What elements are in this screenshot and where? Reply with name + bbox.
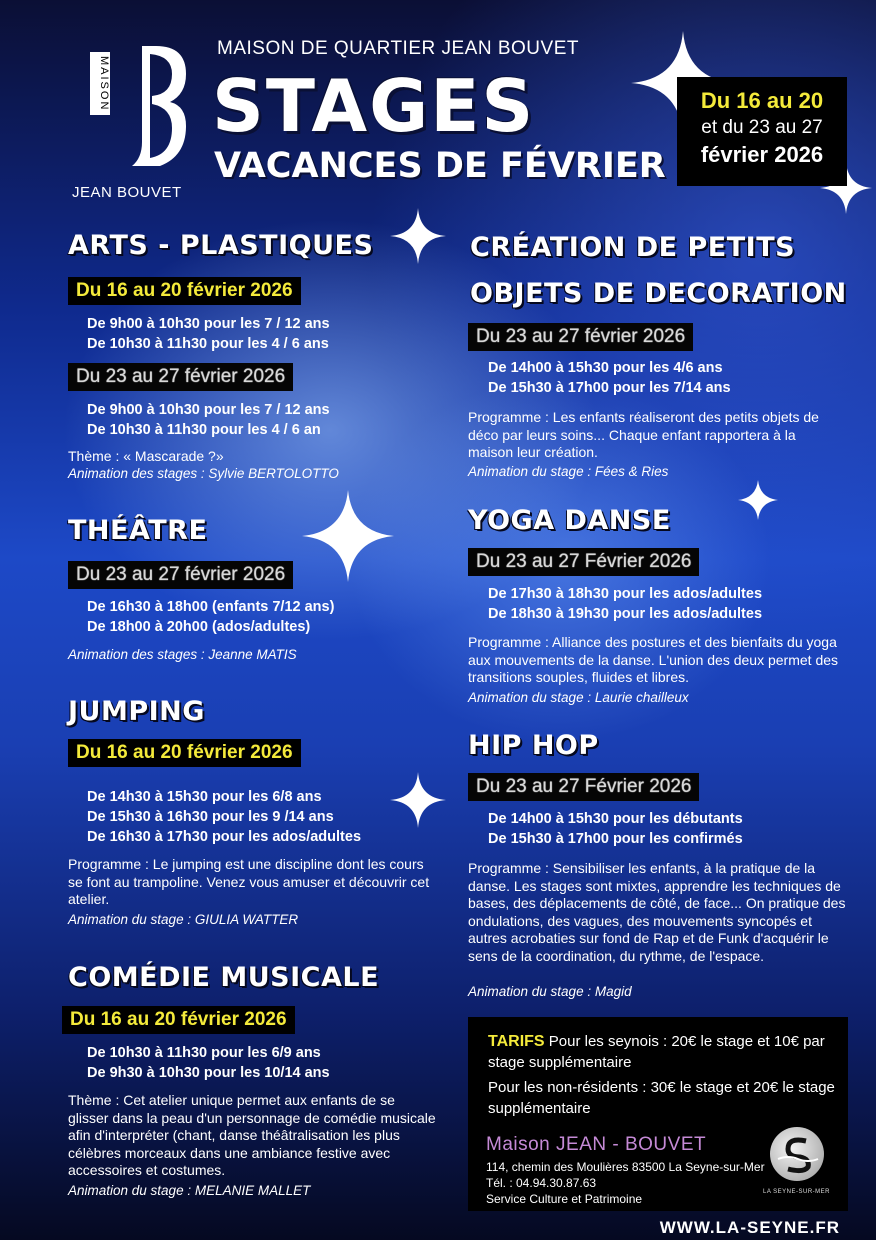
section-title-hiphop: HIP HOP [468, 730, 599, 761]
arts-schedule-1 [87, 314, 330, 354]
creation-schedule [488, 358, 731, 398]
schedule-line: De 14h30 à 15h30 pour les 6/8 ans [87, 789, 322, 805]
seal-s-icon [770, 1127, 824, 1181]
schedule-line: De 10h30 à 11h30 pour les 6/9 ans [87, 1045, 321, 1061]
hiphop-date: Du 23 au 27 Février 2026 [468, 773, 699, 801]
schedule-line: De 9h00 à 10h30 pour les 7 / 12 ans [87, 402, 330, 418]
maison-contact [486, 1159, 765, 1207]
sparkle-star-icon [388, 770, 448, 830]
maison-logo [80, 46, 190, 174]
jumping-schedule [87, 787, 361, 847]
section-title-creation-1: CRÉATION DE PETITS [470, 232, 796, 263]
creation-date: Du 23 au 27 février 2026 [468, 323, 693, 351]
maison-service: Service Culture et Patrimoine [486, 1192, 643, 1206]
logo-vertical-text: MAISON [90, 52, 110, 115]
maison-name: Maison JEAN - BOUVET [486, 1134, 707, 1155]
jumping-animation: Animation du stage : GIULIA WATTER [68, 912, 299, 927]
header-date-line1: Du 16 au 20 [700, 88, 824, 113]
jumping-programme: Programme : Le jumping est une discipline dont les cours se font au trampoline. Venez vous amuser et découvrir cet atelier. [68, 856, 430, 907]
comedie-theme: Thème : Cet atelier unique permet aux enfants de se glisser dans la peau d'un personnage de comédie musicale afin d'interpréter (chant, danse théâtralisation les plus célèbres morceaux dans une ambiance festive avec accessoires et costumes. [68, 1092, 436, 1178]
comedie-animation: Animation du stage : MELANIE MALLET [68, 1183, 311, 1198]
yoga-date: Du 23 au 27 Février 2026 [468, 548, 699, 576]
yoga-schedule [488, 584, 762, 624]
arts-date-1: Du 16 au 20 février 2026 [68, 277, 301, 305]
theatre-animation: Animation des stages : Jeanne MATIS [68, 647, 297, 662]
schedule-line: De 18h00 à 20h00 (ados/adultes) [87, 619, 311, 635]
section-title-theatre: THÉÂTRE [68, 515, 208, 546]
logo-j-mark [120, 46, 190, 170]
theatre-date: Du 23 au 27 février 2026 [68, 561, 293, 589]
section-title-yoga: YOGA DANSE [468, 505, 671, 536]
schedule-line: De 15h30 à 17h00 pour les confirmés [488, 831, 743, 847]
hiphop-animation: Animation du stage : Magid [468, 984, 632, 999]
schedule-line: De 9h30 à 10h30 pour les 10/14 ans [87, 1065, 330, 1081]
theatre-schedule [87, 597, 334, 637]
hiphop-schedule [488, 809, 743, 849]
city-seal-logo [770, 1127, 824, 1181]
header-dates [677, 77, 847, 186]
creation-programme: Programme : Les enfants réaliseront des petits objets de déco par leurs soins... Chaque enfant rapportera à la maison leur création. [468, 409, 819, 460]
creation-animation: Animation du stage : Fées & Ries [468, 464, 669, 479]
hiphop-programme: Programme : Sensibiliser les enfants, à la pratique de la danse. Les stages sont mixtes, apprendre les techniques de bases, des déplacements de côté, de face... On pratique des ondulations, des vagues, des mouvements syncopés et autres acrobaties sur fond de Rap et de Funk d'acquérir le sens de la coordination, du rythme, de l'espace. [468, 860, 846, 964]
section-title-creation-2: OBJETS DE DECORATION [470, 278, 847, 309]
logo-name: JEAN BOUVET [72, 184, 182, 201]
maison-address: 114, chemin des Moulières 83500 La Seyne-sur-Mer [486, 1160, 765, 1174]
section-title-comedie: COMÉDIE MUSICALE [68, 962, 380, 993]
schedule-line: De 17h30 à 18h30 pour les ados/adultes [488, 586, 763, 602]
tarifs-line-1 [488, 1031, 838, 1073]
comedie-schedule [87, 1043, 330, 1083]
tarifs-non-residents: Pour les non-résidents : 30€ le stage et 20€ le stage supplémentaire [488, 1079, 835, 1117]
tarifs-label: TARIFS [488, 1033, 545, 1050]
sparkle-star-icon [388, 206, 448, 266]
schedule-line: De 14h00 à 15h30 pour les débutants [488, 811, 743, 827]
schedule-line: De 10h30 à 11h30 pour les 4 / 6 an [87, 422, 321, 438]
seal-text: LA SEYNE-SUR-MER [762, 1189, 830, 1195]
maison-phone: Tél. : 04.94.30.87.63 [486, 1176, 597, 1190]
header-date-line3: février 2026 [700, 142, 824, 167]
arts-date-2: Du 23 au 27 février 2026 [68, 363, 293, 391]
maison-title: MAISON DE QUARTIER JEAN BOUVET [217, 38, 579, 59]
section-title-jumping: JUMPING [68, 696, 205, 727]
yoga-animation: Animation du stage : Laurie chailleux [468, 690, 689, 705]
section-title-arts: ARTS - PLASTIQUES [68, 230, 374, 261]
website-link[interactable]: WWW.LA-SEYNE.FR [659, 1218, 840, 1237]
tarifs-seynois: Pour les seynois : 20€ le stage et 10€ par stage supplémentaire [488, 1033, 825, 1071]
header-date-line2: et du 23 au 27 [701, 117, 823, 138]
arts-animation: Animation des stages : Sylvie BERTOLOTTO [68, 466, 339, 481]
arts-schedule-2 [87, 400, 330, 440]
sparkle-star-icon [300, 488, 396, 584]
tarifs-box [468, 1017, 848, 1211]
schedule-line: De 16h30 à 18h00 (enfants 7/12 ans) [87, 599, 335, 615]
schedule-line: De 15h30 à 16h30 pour les 9 /14 ans [87, 809, 334, 825]
schedule-line: De 16h30 à 17h30 pour les ados/adultes [87, 829, 362, 845]
schedule-line: De 9h00 à 10h30 pour les 7 / 12 ans [87, 316, 330, 332]
schedule-line: De 15h30 à 17h00 pour les 7/14 ans [488, 380, 731, 396]
jumping-date: Du 16 au 20 février 2026 [68, 739, 301, 767]
schedule-line: De 10h30 à 11h30 pour les 4 / 6 ans [87, 336, 329, 352]
arts-theme: Thème : « Mascarade ?» [68, 448, 224, 464]
page-subtitle: VACANCES DE FÉVRIER [214, 146, 666, 186]
yoga-programme: Programme : Alliance des postures et des bienfaits du yoga aux mouvements de la danse. L'union des deux permet des transitions souples, fluides et libres. [468, 634, 839, 685]
sparkle-star-icon [736, 478, 780, 522]
schedule-line: De 14h00 à 15h30 pour les 4/6 ans [488, 360, 723, 376]
comedie-date: Du 16 au 20 février 2026 [62, 1006, 295, 1034]
page-title: STAGES [212, 64, 536, 148]
schedule-line: De 18h30 à 19h30 pour les ados/adultes [488, 606, 763, 622]
